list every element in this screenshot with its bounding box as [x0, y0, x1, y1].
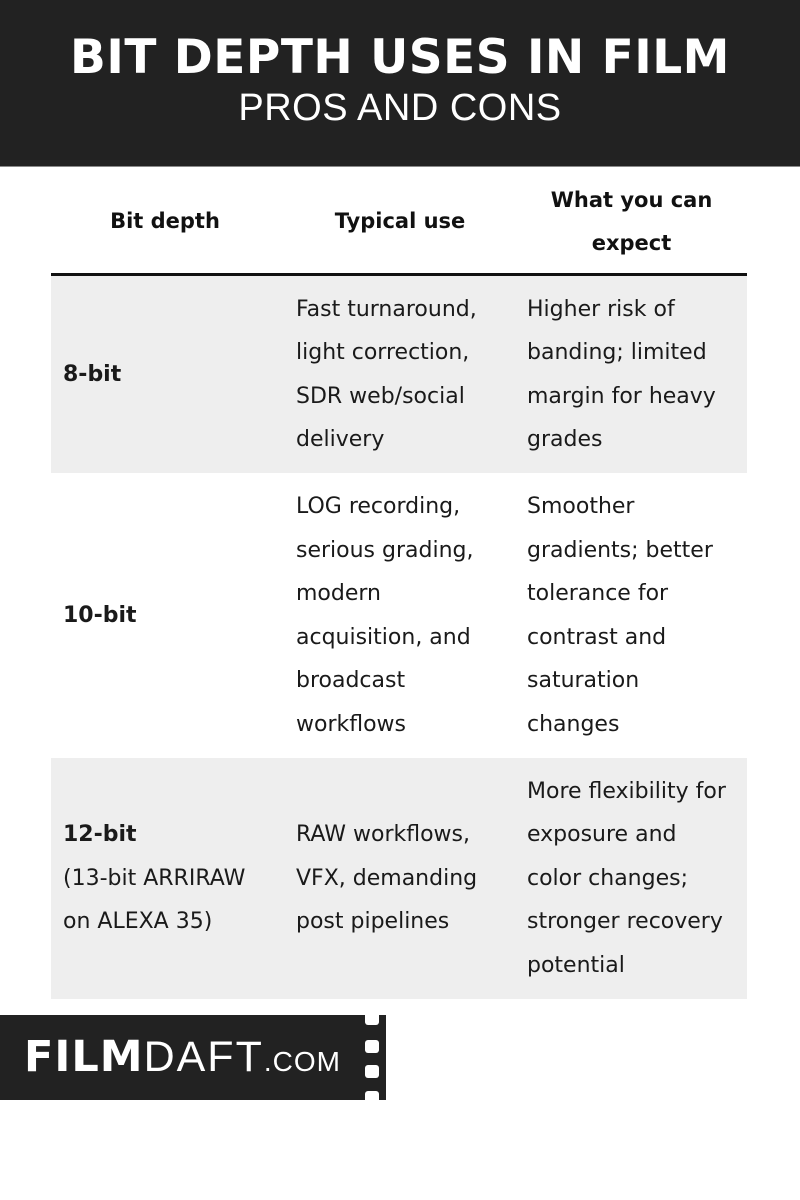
typical-use-line: serious grading, — [296, 537, 474, 563]
cell-expect — [516, 288, 747, 462]
logo-daft-text: DAFT — [143, 1033, 264, 1081]
bit-depth-label: 12-bit — [63, 822, 137, 848]
cell-bit-depth — [51, 813, 284, 944]
typical-use-line: SDR web/social — [296, 383, 465, 409]
logo-domain-text: .COM — [263, 1046, 341, 1077]
expect-line: exposure and — [527, 822, 677, 848]
bit-depth-note-line: on ALEXA 35) — [63, 909, 213, 935]
column-header-expect-line1: What you can — [550, 187, 713, 212]
expect-line: changes — [527, 711, 620, 737]
typical-use-line: light correction, — [296, 340, 470, 365]
film-strip-icon — [363, 1015, 386, 1100]
column-header-bit-depth: Bit depth — [110, 209, 220, 233]
expect-line: saturation — [527, 668, 640, 693]
expect-line: Smoother — [527, 494, 635, 519]
expect-line: Higher risk of — [527, 296, 675, 322]
film-perforation-icon — [365, 1091, 379, 1105]
page-title: BIT DEPTH USES IN FILM — [70, 30, 730, 85]
filmdaft-logo[interactable] — [0, 1015, 386, 1100]
expect-line: grades — [527, 427, 603, 452]
column-header-expect — [516, 170, 747, 273]
typical-use-line: acquisition, and — [296, 624, 471, 650]
expect-line: margin for heavy — [527, 383, 716, 409]
table-row — [51, 473, 747, 758]
cell-expect — [516, 770, 747, 988]
typical-use-line: Fast turnaround, — [296, 296, 477, 322]
bit-depth-label: 8-bit — [63, 361, 122, 387]
expect-line: color changes; — [527, 865, 689, 891]
cell-expect — [516, 485, 747, 746]
column-header-typical-use: Typical use — [334, 209, 466, 233]
expect-line: tolerance for — [527, 581, 669, 606]
expect-line: contrast and — [527, 624, 667, 650]
logo-wordmark — [24, 1031, 341, 1088]
expect-line: potential — [527, 952, 625, 978]
typical-use-line: broadcast — [296, 668, 406, 693]
cell-bit-depth — [51, 353, 284, 397]
cell-typical-use — [284, 288, 516, 462]
film-perforation-icon — [365, 1011, 379, 1025]
film-perforation-icon — [365, 1065, 379, 1078]
typical-use-line: modern — [296, 581, 381, 606]
cell-typical-use — [284, 813, 516, 944]
cell-bit-depth — [51, 594, 284, 638]
column-header-expect-line2: expect — [591, 230, 672, 255]
page-subtitle: PROS AND CONS — [238, 87, 562, 129]
title-banner — [0, 0, 800, 167]
logo-film-text: FILM — [24, 1032, 144, 1082]
typical-use-line: RAW workflows, — [296, 822, 470, 848]
film-perforation-icon — [365, 1040, 379, 1053]
typical-use-line: VFX, demanding — [296, 865, 478, 891]
table-row — [51, 276, 747, 473]
bit-depth-label: 10-bit — [63, 602, 137, 628]
expect-line: More flexibility for — [527, 778, 726, 804]
bit-depth-note-line: (13-bit ARRIRAW — [63, 865, 246, 891]
bit-depth-table — [51, 170, 747, 999]
typical-use-line: LOG recording, — [296, 494, 461, 519]
table-row — [51, 758, 747, 999]
typical-use-line: delivery — [296, 427, 385, 452]
table-header-row — [51, 170, 747, 276]
expect-line: gradients; better — [527, 537, 713, 563]
cell-typical-use — [284, 485, 516, 746]
typical-use-line: post pipelines — [296, 909, 450, 935]
expect-line: stronger recovery — [527, 909, 723, 935]
expect-line: banding; limited — [527, 340, 707, 365]
typical-use-line: workflows — [296, 711, 407, 737]
